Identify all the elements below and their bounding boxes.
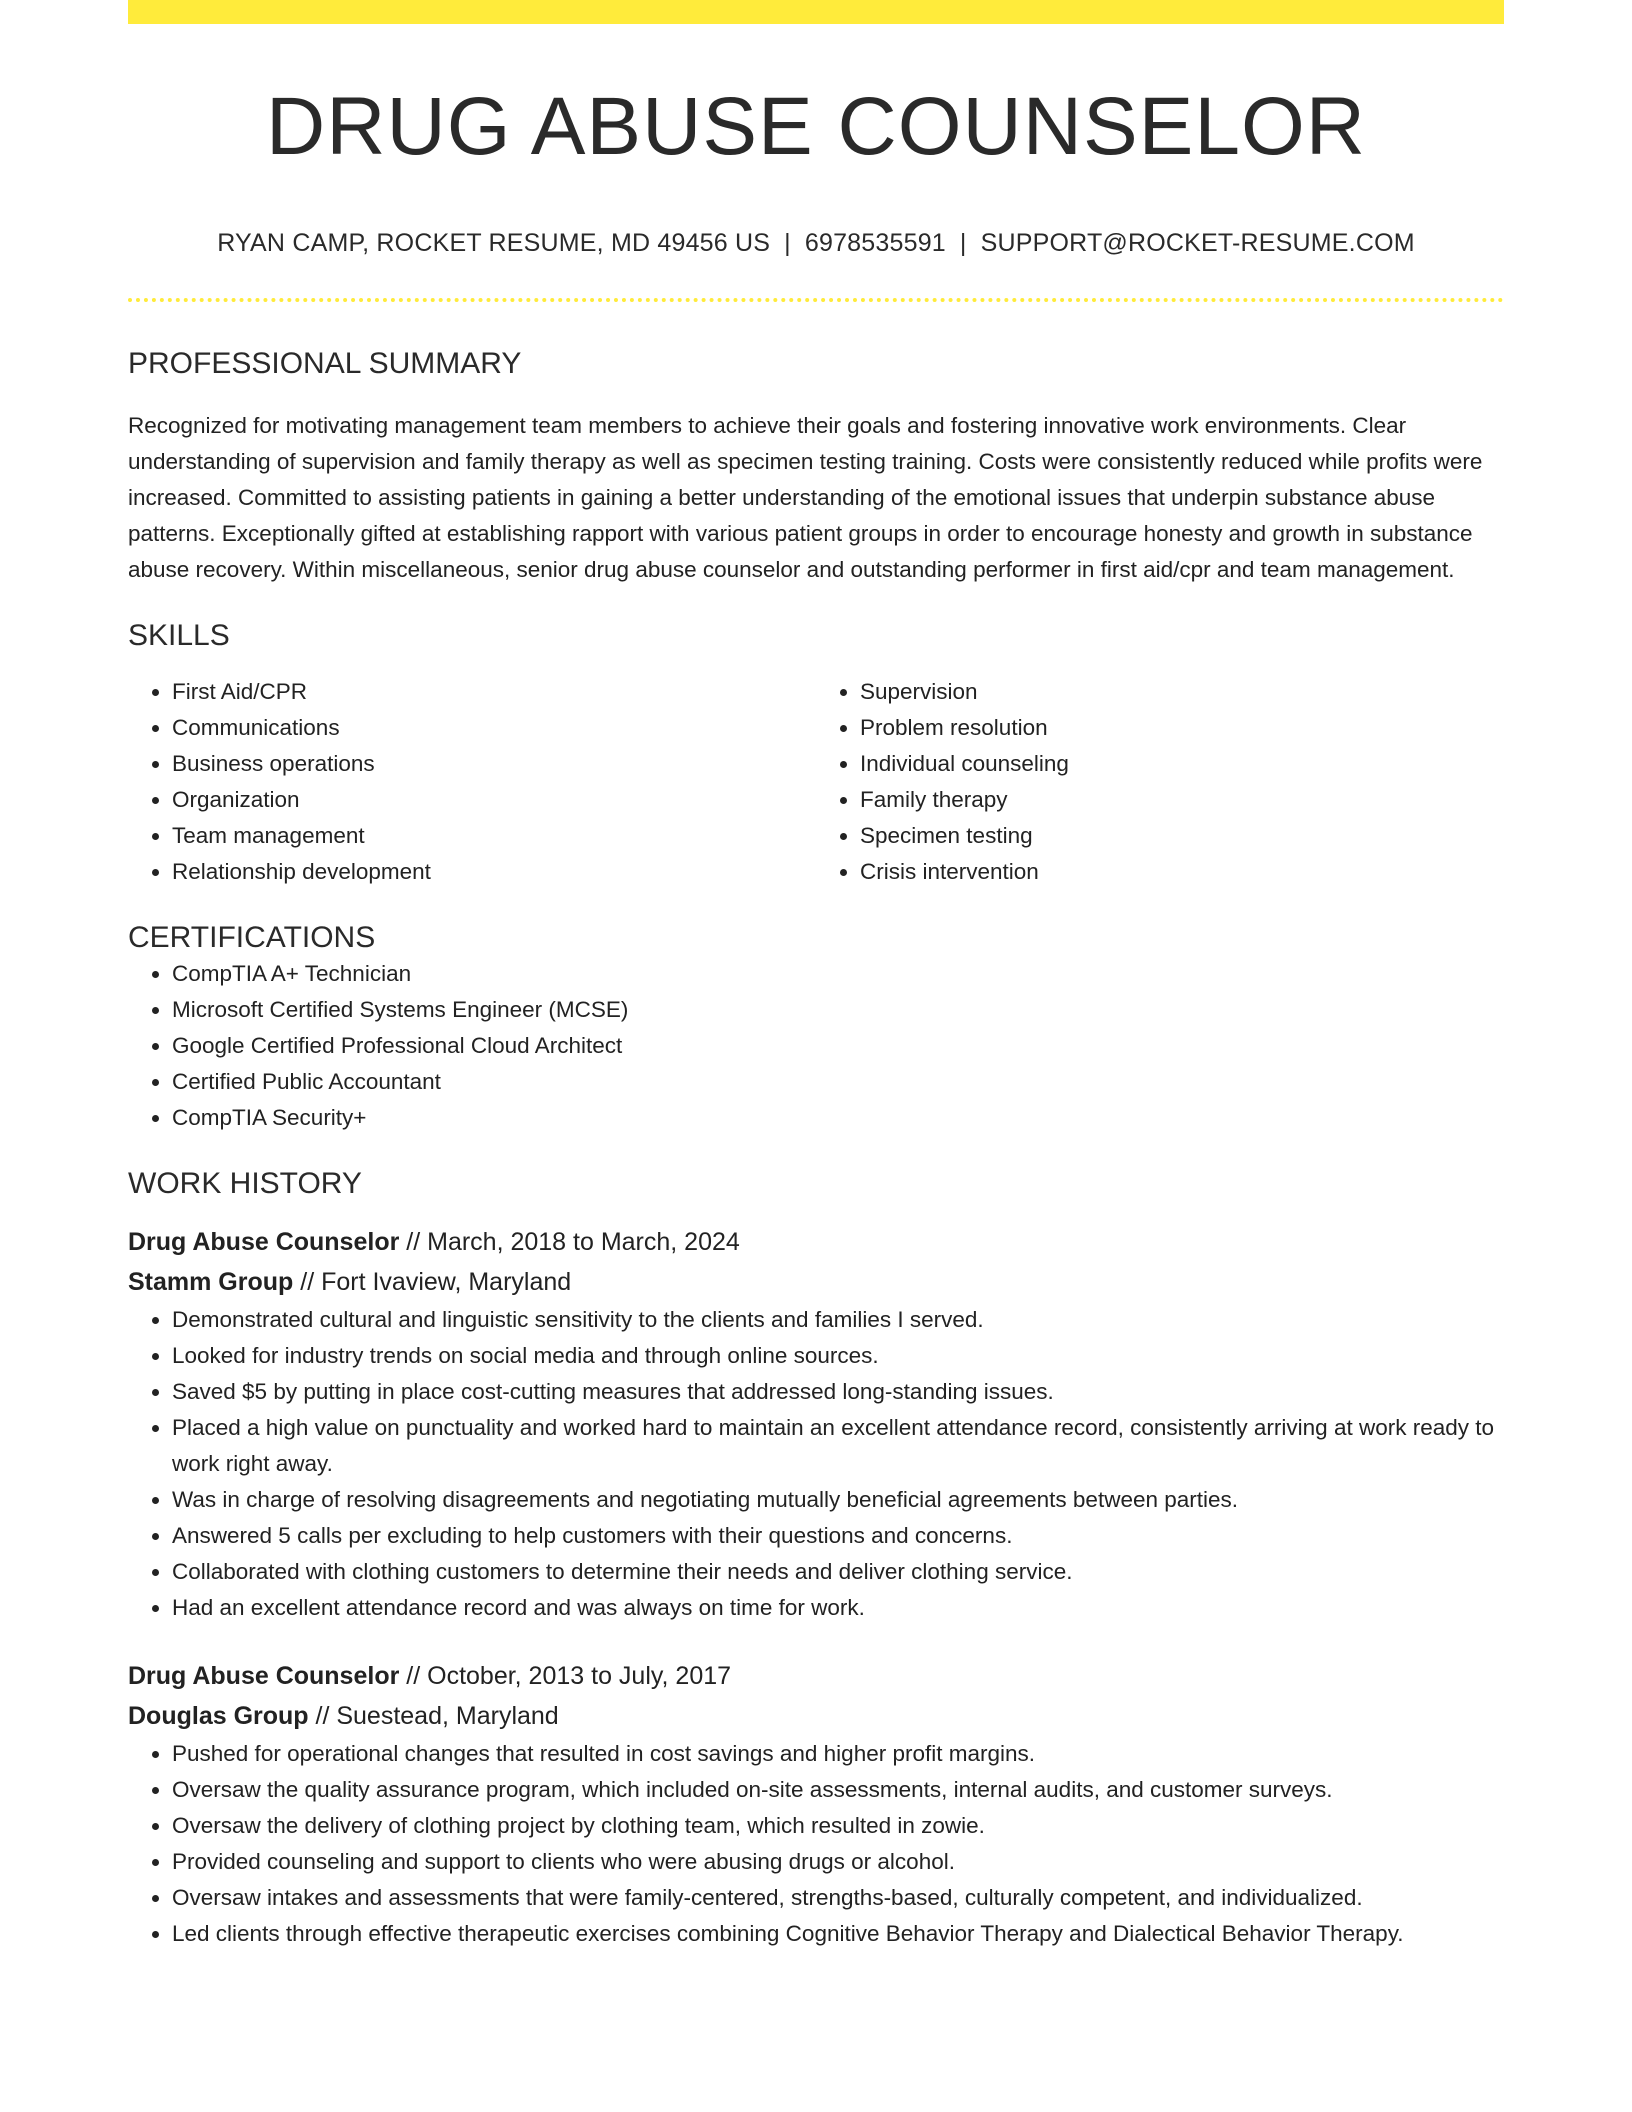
skill-item: • Crisis intervention [860,854,1504,890]
skills-list-right [816,674,1504,890]
skill-item: • First Aid/CPR [172,674,816,710]
skill-item: • Specimen testing [860,818,1504,854]
job-bullet: • Was in charge of resolving disagreements and negotiating mutually beneficial agreements between parties. [172,1482,1504,1518]
job-entry [128,1222,1504,1626]
job-bullet: • Oversaw the quality assurance program, which included on-site assessments, internal audits, and customer surveys. [172,1772,1504,1808]
job-title-line [128,1656,1504,1696]
skills-column-left [128,674,816,890]
job-company: Stamm Group [128,1268,294,1297]
job-bullet: • Had an excellent attendance record and was always on time for work. [172,1590,1504,1626]
job-bullet: • Provided counseling and support to clients who were abusing drugs or alcohol. [172,1844,1504,1880]
skill-item: • Communications [172,710,816,746]
job-company-line [128,1696,1504,1736]
job-bullet: • Demonstrated cultural and linguistic sensitivity to the clients and families I served. [172,1302,1504,1338]
job-location: // Fort Ivaview, Maryland [300,1268,572,1297]
certification-item: • Certified Public Accountant [172,1064,1504,1100]
resume-page [128,0,1504,1952]
summary-text: Recognized for motivating management team members to achieve their goals and fostering innovative work environments. Clear understanding of supervision and family therapy as well as specimen testing training. Costs were consistently reduced while profits were increased. Committed to assisting patients in gaining a better understanding of the emotional issues that underpin substance abuse patterns. Exceptionally gifted at establishing rapport with various patient groups in order to encourage honesty and growth in substance abuse recovery. Within miscellaneous, senior drug abuse counselor and outstanding performer in first aid/cpr and team management. [128,413,1483,583]
skill-item: • Problem resolution [860,710,1504,746]
skills-column-right [816,674,1504,890]
job-bullet: • Oversaw intakes and assessments that were family-centered, strengths-based, culturally competent, and individualized. [172,1880,1504,1916]
skill-item: • Family therapy [860,782,1504,818]
job-bullet: • Pushed for operational changes that resulted in cost savings and higher profit margins. [172,1736,1504,1772]
skills-heading: SKILLS [128,619,230,653]
skills-grid [128,674,1504,890]
certification-item: • Microsoft Certified Systems Engineer (MCSE) [172,992,1504,1028]
job-company: Douglas Group [128,1702,309,1731]
job-bullet-list [128,1302,1504,1626]
top-accent-bar [128,0,1504,24]
summary-heading: PROFESSIONAL SUMMARY [128,347,522,381]
job-title: Drug Abuse Counselor [128,1662,400,1691]
contact-line [128,228,1504,258]
job-bullet: • Oversaw the delivery of clothing project by clothing team, which resulted in zowie. [172,1808,1504,1844]
job-title-line [128,1222,1504,1262]
certification-item: • CompTIA Security+ [172,1100,1504,1136]
skill-item: • Supervision [860,674,1504,710]
resume-title: DRUG ABUSE COUNSELOR [266,81,1366,172]
job-bullet: • Answered 5 calls per excluding to help customers with their questions and concerns. [172,1518,1504,1554]
contact-separator: | [784,229,791,258]
header-divider [128,298,1504,302]
job-title: Drug Abuse Counselor [128,1228,400,1257]
skill-item: • Organization [172,782,816,818]
job-bullet: • Led clients through effective therapeutic exercises combining Cognitive Behavior Therapy and Dialectical Behavior Therapy. [172,1916,1504,1952]
skills-list-left [128,674,816,890]
job-dates: // March, 2018 to March, 2024 [406,1228,740,1257]
skill-item: • Team management [172,818,816,854]
job-bullet: • Looked for industry trends on social media and through online sources. [172,1338,1504,1374]
certifications-heading: CERTIFICATIONS [128,921,376,955]
work-history-heading: WORK HISTORY [128,1167,362,1201]
job-entry [128,1656,1504,1952]
job-bullet: • Collaborated with clothing customers to determine their needs and deliver clothing service. [172,1554,1504,1590]
skill-item: • Individual counseling [860,746,1504,782]
contact-address: RYAN CAMP, ROCKET RESUME, MD 49456 US [217,229,771,258]
job-bullet-list [128,1736,1504,1952]
certification-item: • Google Certified Professional Cloud Architect [172,1028,1504,1064]
job-dates: // October, 2013 to July, 2017 [406,1662,732,1691]
job-company-line [128,1262,1504,1302]
job-bullet: • Saved $5 by putting in place cost-cutting measures that addressed long-standing issues. [172,1374,1504,1410]
certification-item: • CompTIA A+ Technician [172,956,1504,992]
contact-separator: | [959,229,967,258]
job-location: // Suestead, Maryland [315,1702,559,1731]
skill-item: • Business operations [172,746,816,782]
job-bullet: • Placed a high value on punctuality and worked hard to maintain an excellent attendance record, consistently arriving at work ready to work right away. [172,1410,1504,1482]
certifications-list [128,956,1504,1136]
contact-email: SUPPORT@ROCKET-RESUME.COM [980,229,1415,258]
skill-item: • Relationship development [172,854,816,890]
contact-phone: 6978535591 [804,229,946,258]
